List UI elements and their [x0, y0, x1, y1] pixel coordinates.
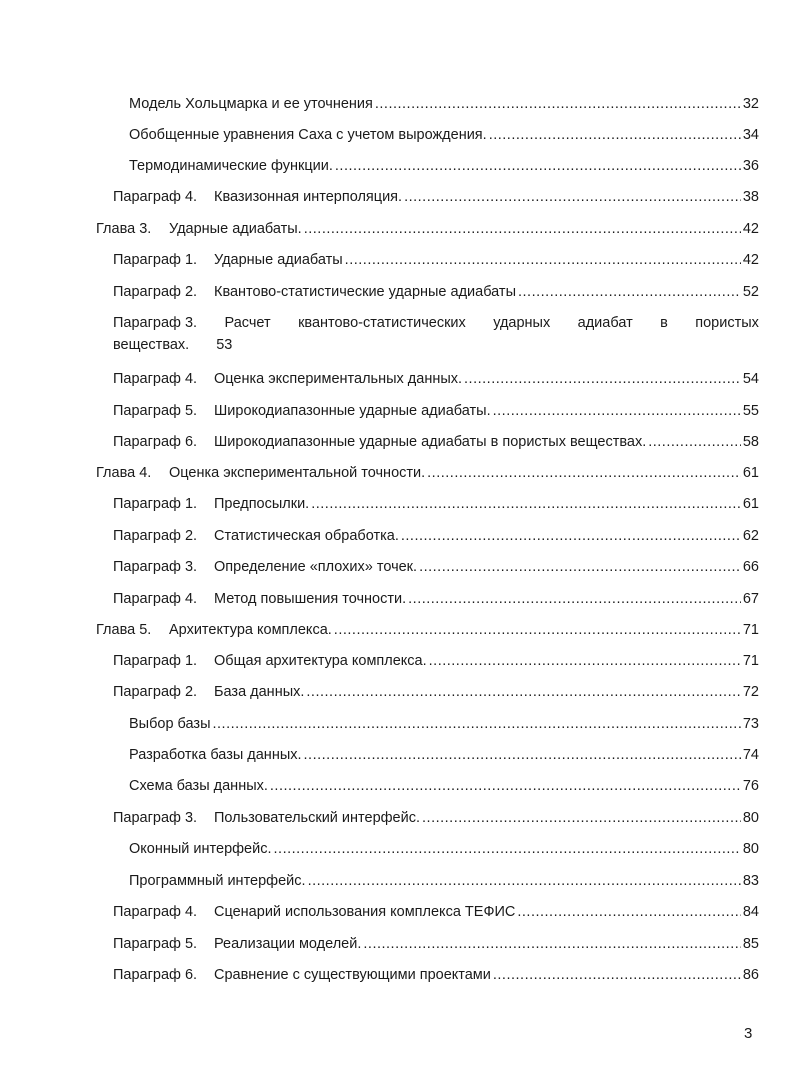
toc-entry	[113, 401, 759, 421]
toc-leader	[375, 94, 741, 114]
toc-entry-title: Статистическая обработка.	[214, 528, 399, 544]
toc-leader	[493, 965, 741, 985]
toc-title-word: адиабат	[577, 315, 633, 331]
toc-leader	[648, 432, 741, 452]
toc-leader	[517, 902, 741, 922]
toc-entry-label: Параграф 1.	[113, 252, 198, 268]
toc-entry-label: Параграф 5.	[113, 936, 198, 952]
toc-entry-page: 86	[742, 967, 759, 983]
toc-leader	[419, 557, 741, 577]
toc-entry-title: Ударные адиабаты	[214, 252, 343, 268]
toc-entry-title: Оценка экспериментальных данных.	[214, 371, 463, 387]
toc-entry-label: Параграф 6.	[113, 434, 198, 450]
toc-entry-label: Параграф 4.	[113, 904, 198, 920]
toc-entry	[113, 250, 759, 270]
toc-leader	[464, 369, 741, 389]
toc-entry-page: 72	[742, 684, 759, 700]
toc-entry-page: 85	[742, 936, 759, 952]
toc-entry-page: 71	[742, 622, 759, 638]
toc-entry-page: 58	[742, 434, 759, 450]
toc-chapter	[96, 620, 759, 640]
toc-entry-page: 84	[742, 904, 759, 920]
toc-entry-title: Ударные адиабаты.	[169, 221, 302, 237]
toc-entry-page: 34	[742, 127, 759, 143]
toc-entry-page: 73	[742, 716, 759, 732]
toc-entry-page: 62	[742, 528, 759, 544]
toc-entry-title: Пользовательский интерфейс.	[214, 810, 421, 826]
toc-entry-label: Параграф 2.	[113, 284, 198, 300]
toc-chapter	[96, 463, 759, 483]
toc-entry-page: 53	[216, 337, 233, 353]
toc-entry	[113, 651, 759, 671]
toc-leader	[213, 714, 741, 734]
toc-entry-label: Параграф 2.	[113, 528, 198, 544]
toc-entry-wrapped	[113, 312, 759, 356]
toc-entry-label: Параграф 4.	[113, 371, 198, 387]
page-number: 3	[744, 1025, 753, 1042]
toc-entry-title: Схема базы данных.	[129, 778, 268, 794]
toc-entry-page: 36	[742, 158, 759, 174]
toc-leader	[493, 401, 741, 421]
toc-entry-page: 32	[742, 96, 759, 112]
toc-entry	[113, 187, 759, 207]
toc-entry-title: Реализации моделей.	[214, 936, 362, 952]
toc-entry-page: 61	[742, 465, 759, 481]
toc-entry-page: 76	[742, 778, 759, 794]
toc-entry-page: 38	[742, 189, 759, 205]
toc-entry-page: 42	[742, 252, 759, 268]
toc-leader	[363, 934, 740, 954]
toc-entry	[113, 526, 759, 546]
toc-entry-title: Предпосылки.	[214, 496, 310, 512]
toc-entry	[113, 494, 759, 514]
toc-entry	[129, 714, 759, 734]
toc-leader	[308, 871, 741, 891]
toc-entry-title: Общая архитектура комплекса.	[214, 653, 427, 669]
toc-leader	[274, 839, 741, 859]
toc-entry	[129, 745, 759, 765]
toc-entry-label: Параграф 1.	[113, 653, 198, 669]
toc-entry-title: База данных.	[214, 684, 305, 700]
toc-entry	[113, 902, 759, 922]
toc-entry	[129, 839, 759, 859]
toc-entry-title: Выбор базы	[129, 716, 211, 732]
toc-title-word: Расчет	[224, 315, 271, 331]
toc-entry-label: Параграф 4.	[113, 189, 198, 205]
toc-entry-label: Параграф 4.	[113, 591, 198, 607]
toc-title-word: пористых	[695, 315, 759, 331]
toc-title-word: ударных	[493, 315, 551, 331]
toc-title-word: квантово-статистических	[298, 315, 466, 331]
toc-entry-title: Широкодиапазонные ударные адиабаты в пористых веществах.	[214, 434, 647, 450]
toc-entry	[113, 589, 759, 609]
toc-entry-title: Метод повышения точности.	[214, 591, 407, 607]
toc-entry-page: 55	[742, 403, 759, 419]
toc-entry-title: Квантово-статистические ударные адиабаты	[214, 284, 516, 300]
toc-leader	[335, 156, 741, 176]
toc-leader	[489, 125, 741, 145]
toc-entry	[113, 808, 759, 828]
toc-entry	[129, 125, 759, 145]
toc-entry-title: Широкодиапазонные ударные адиабаты.	[214, 403, 491, 419]
toc-leader	[422, 808, 741, 828]
toc-title-continuation: веществах.	[113, 337, 190, 353]
toc-entry	[113, 934, 759, 954]
toc-entry-title: Модель Хольцмарка и ее уточнения	[129, 96, 373, 112]
toc-entry	[129, 94, 759, 114]
toc-entry-label: Глава 5.	[96, 622, 152, 638]
toc-entry-label: Параграф 2.	[113, 684, 198, 700]
toc-entry-label: Параграф 3.	[113, 559, 198, 575]
toc-entry	[129, 156, 759, 176]
toc-entry	[129, 776, 759, 796]
toc-entry-title: Термодинамические функции.	[129, 158, 333, 174]
toc-entry	[113, 282, 759, 302]
toc-entry-page: 80	[742, 841, 759, 857]
toc-entry-title: Определение «плохих» точек.	[214, 559, 418, 575]
toc-entry	[129, 871, 759, 891]
toc-entry-page: 71	[742, 653, 759, 669]
toc-leader	[311, 494, 741, 514]
toc-entry-page: 61	[742, 496, 759, 512]
toc-entry-title: Обобщенные уравнения Саха с учетом вырождения.	[129, 127, 487, 143]
toc-leader	[334, 620, 741, 640]
toc-entry-label: Параграф 5.	[113, 403, 198, 419]
toc-entry-page: 80	[742, 810, 759, 826]
toc-entry-title: Разработка базы данных.	[129, 747, 302, 763]
toc-leader	[306, 682, 740, 702]
toc-leader	[408, 589, 741, 609]
toc-entry-label: Параграф 3.	[113, 810, 198, 826]
toc-entry-label: Параграф 1.	[113, 496, 198, 512]
toc-entry-title: Архитектура комплекса.	[169, 622, 332, 638]
toc-entry	[113, 682, 759, 702]
toc-leader	[401, 526, 741, 546]
toc-entry-title: Оконный интерфейс.	[129, 841, 272, 857]
toc-entry-page: 54	[742, 371, 759, 387]
toc-leader	[429, 651, 741, 671]
toc-leader	[404, 187, 741, 207]
toc-entry-title: Оценка экспериментальной точности.	[169, 465, 426, 481]
toc-entry-label: Глава 4.	[96, 465, 152, 481]
toc-leader	[427, 463, 741, 483]
toc-entry-page: 66	[742, 559, 759, 575]
toc-entry-page: 42	[742, 221, 759, 237]
toc-entry	[113, 369, 759, 389]
toc-entry-title: Сценарий использования комплекса ТЕФИС	[214, 904, 516, 920]
toc-leader	[304, 219, 741, 239]
toc-entry-page: 83	[742, 873, 759, 889]
toc-leader	[304, 745, 741, 765]
toc-leader	[345, 250, 741, 270]
toc-entry-title: Программный интерфейс.	[129, 873, 306, 889]
toc-entry	[113, 557, 759, 577]
toc-entry	[113, 432, 759, 452]
toc-chapter	[96, 219, 759, 239]
toc-entry-page: 74	[742, 747, 759, 763]
toc-entry-title: Сравнение с существующими проектами	[214, 967, 491, 983]
toc-leader	[270, 776, 741, 796]
toc-entry-label: Параграф 3.	[113, 315, 198, 331]
toc-entry-page: 67	[742, 591, 759, 607]
toc-entry	[113, 965, 759, 985]
toc-leader	[518, 282, 741, 302]
toc-entry-label: Параграф 6.	[113, 967, 198, 983]
toc-entry-page: 52	[742, 284, 759, 300]
toc-entry-label: Глава 3.	[96, 221, 152, 237]
toc-entry-title: Квазизонная интерполяция.	[214, 189, 403, 205]
toc-title-word: в	[660, 315, 668, 331]
